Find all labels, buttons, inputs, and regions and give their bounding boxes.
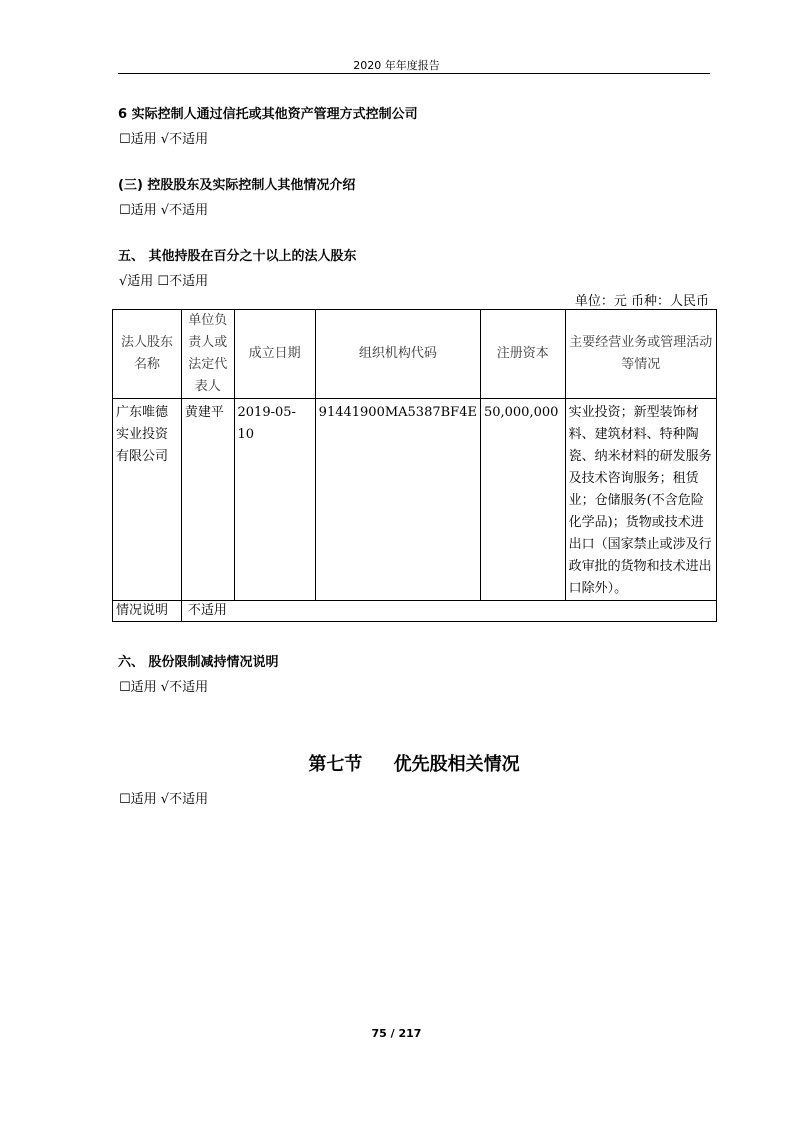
cell-org-code: 91441900MA5387BF4E: [315, 399, 480, 601]
table-note-row: [113, 601, 717, 622]
cell-note-label: 情况说明: [113, 601, 182, 622]
options-preferred-shares: ☐适用 √不适用: [119, 792, 209, 807]
col-header-org-code: 组织机构代码: [315, 310, 480, 399]
table-header-row: [113, 310, 717, 399]
table-row: [113, 399, 717, 601]
heading-controlling-shareholder: (三) 控股股东及实际控制人其他情况介绍: [118, 178, 356, 193]
cell-name: 广东唯德实业投资有限公司: [113, 399, 182, 601]
chapter-title: 第七节 优先股相关情况: [308, 754, 520, 775]
heading-trust-control: 6 实际控制人通过信托或其他资产管理方式控制公司: [118, 107, 418, 122]
heading-other-shareholders: 五、 其他持股在百分之十以上的法人股东: [118, 249, 357, 264]
col-header-name: 法人股东名称: [113, 310, 182, 399]
cell-capital: 50,000,000: [480, 399, 565, 601]
page-number: 75 / 217: [371, 1027, 422, 1040]
col-header-business: 主要经营业务或管理活动等情况: [565, 310, 716, 399]
col-header-date: 成立日期: [234, 310, 315, 399]
unit-currency-line: 单位：元 币种：人民币: [574, 294, 709, 309]
col-header-representative: 单位负责人或法定代表人: [181, 310, 234, 399]
options-other-shareholders: √适用 ☐不适用: [119, 274, 209, 289]
cell-business: 实业投资；新型装饰材料、建筑材料、特种陶瓷、纳米材料的研发服务及技术咨询服务；租赁业；仓储服务(不含危险化学品)；货物或技术进出口（国家禁止或涉及行政审批的货物和技术进出口除外）。: [565, 399, 716, 601]
header-rule: [118, 73, 710, 74]
shareholder-table: [112, 309, 717, 622]
options-controlling-shareholder: ☐适用 √不适用: [119, 203, 209, 218]
col-header-capital: 注册资本: [480, 310, 565, 399]
page-header: 2020 年年度报告: [353, 59, 440, 72]
cell-date: 2019-05-10: [234, 399, 315, 601]
cell-representative: 黄建平: [181, 399, 234, 601]
heading-share-restriction: 六、 股份限制减持情况说明: [118, 655, 279, 670]
options-trust-control: ☐适用 √不适用: [119, 132, 209, 147]
options-share-restriction: ☐适用 √不适用: [119, 680, 209, 695]
cell-note-value: 不适用: [181, 601, 716, 622]
